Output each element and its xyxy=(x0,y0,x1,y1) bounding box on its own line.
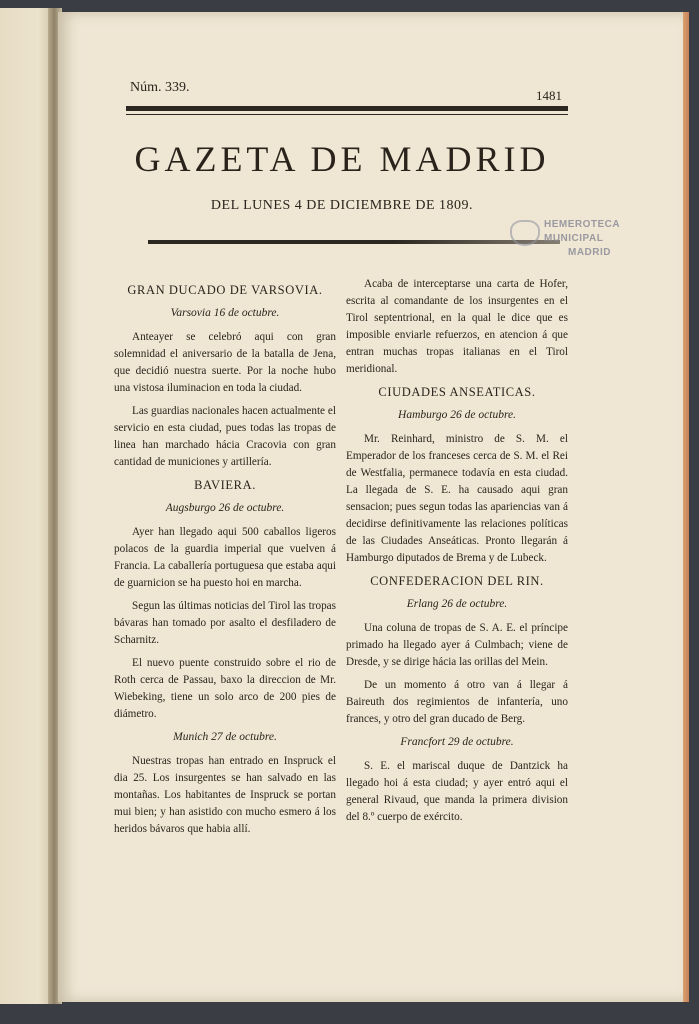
section-title-baviera: BAVIERA. xyxy=(194,478,256,492)
paragraph: Segun las últimas noticias del Tirol las tropas bávaras han tomado por asalto el desfiladero de Scharnitz. xyxy=(114,600,336,646)
dateline-augsburgo: Augsburgo 26 de octubre. xyxy=(165,502,285,514)
stamp-line-1: HEMEROTECA xyxy=(544,219,621,230)
paragraph: Ayer han llegado aqui 500 caballos ligeros polacos de la guardia imperial que vuelven á Francia. La caballería portuguesa que estaba aqui de guarnicion se ha puesto hoi en marcha. xyxy=(114,526,336,589)
right-column xyxy=(346,276,568,832)
left-column xyxy=(114,276,336,844)
page-number: 1481 xyxy=(536,88,562,103)
paragraph: Mr. Reinhard, ministro de S. M. el Emperador de los franceses cerca de S. M. el Rei de Westfalia, permanece todavía en esta ciudad. La llegada de S. E. ha causado aqui gran sensacion; pues segun todas las apariencias van á decidirse definitivamente las relaciones políticas de las Ciudades Anseáticas. Pronto llegarán á Hamburgo diputados de Brema y de Lubeck. xyxy=(346,433,568,564)
issue-number: Núm. 339. xyxy=(130,80,190,95)
stamp-crest-icon xyxy=(510,220,540,246)
stamp-line-2: MUNICIPAL xyxy=(544,233,604,244)
paragraph: Nuestras tropas han entrado en Inspruck el dia 25. Los insurgentes se han salvado en las montañas. Los habitantes de Inspruck se portan mui bien; y han asistido con mucho esmero á los heridos bávaros que habia allí. xyxy=(114,755,336,835)
library-stamp xyxy=(544,218,628,260)
masthead-title: GAZETA DE MADRID xyxy=(134,139,550,179)
paragraph: Acaba de interceptarse una carta de Hofer, escrita al comandante de los insurgentes en el Tirol septentrional, en la qual le dice que es imposible enviarle refuerzos, en atencion á que entran muchas tropas italianas en el Tirol meridional. xyxy=(346,278,568,375)
paragraph: Las guardias nacionales hacen actualmente el servicio en esta ciudad, pues todas las tropas de linea han marchado hácia Cracovia con gran cantidad de municiones y artillería. xyxy=(114,405,336,468)
paragraph: El nuevo puente construido sobre el rio de Roth cerca de Passau, baxo la direccion de Mr. Wiebeking, tiene un solo arco de 200 pies de diámetro. xyxy=(114,657,336,720)
stamp-line-3: MADRID xyxy=(568,247,611,258)
paragraph: De un momento á otro van á llegar á Baireuth dos regimientos de infantería, uno frances, y otro del gran ducado de Berg. xyxy=(346,679,568,725)
section-title-varsovia: GRAN DUCADO DE VARSOVIA. xyxy=(127,283,323,297)
paragraph: S. E. el mariscal duque de Dantzick ha llegado hoi á esta ciudad; y ayer entró aqui el general Rivaud, que manda la primera division del 8.º cuerpo de exército. xyxy=(346,760,568,823)
masthead-rule xyxy=(148,240,560,244)
paragraph: Una coluna de tropas de S. A. E. el príncipe primado ha llegado ayer á Culmbach; viene de Dresde, y se dirige hácia las orillas del Mein. xyxy=(346,622,568,668)
dateline-hamburgo: Hamburgo 26 de octubre. xyxy=(398,409,516,421)
dateline-varsovia: Varsovia 16 de octubre. xyxy=(170,307,280,319)
section-title-anseaticas: CIUDADES ANSEATICAS. xyxy=(378,385,536,399)
header-rule-thick xyxy=(126,106,568,111)
page-edge-right xyxy=(683,12,689,1002)
section-title-confederacion: CONFEDERACION DEL RIN. xyxy=(370,574,544,588)
dateline-munich: Munich 27 de octubre. xyxy=(173,731,277,743)
issue-dateline: DEL LUNES 4 DE DICIEMBRE DE 1809. xyxy=(210,198,474,213)
dateline-erlang: Erlang 26 de octubre. xyxy=(406,598,508,610)
left-page-edge xyxy=(0,8,54,1004)
paragraph: Anteayer se celebró aqui con gran solemnidad el aniversario de la batalla de Jena, que decidió nuestra suerte. Por la noche hubo una vistosa iluminacion en toda la ciudad. xyxy=(114,331,336,394)
header-rule-thin xyxy=(126,114,568,115)
dateline-francfort: Francfort 29 de octubre. xyxy=(400,736,514,748)
